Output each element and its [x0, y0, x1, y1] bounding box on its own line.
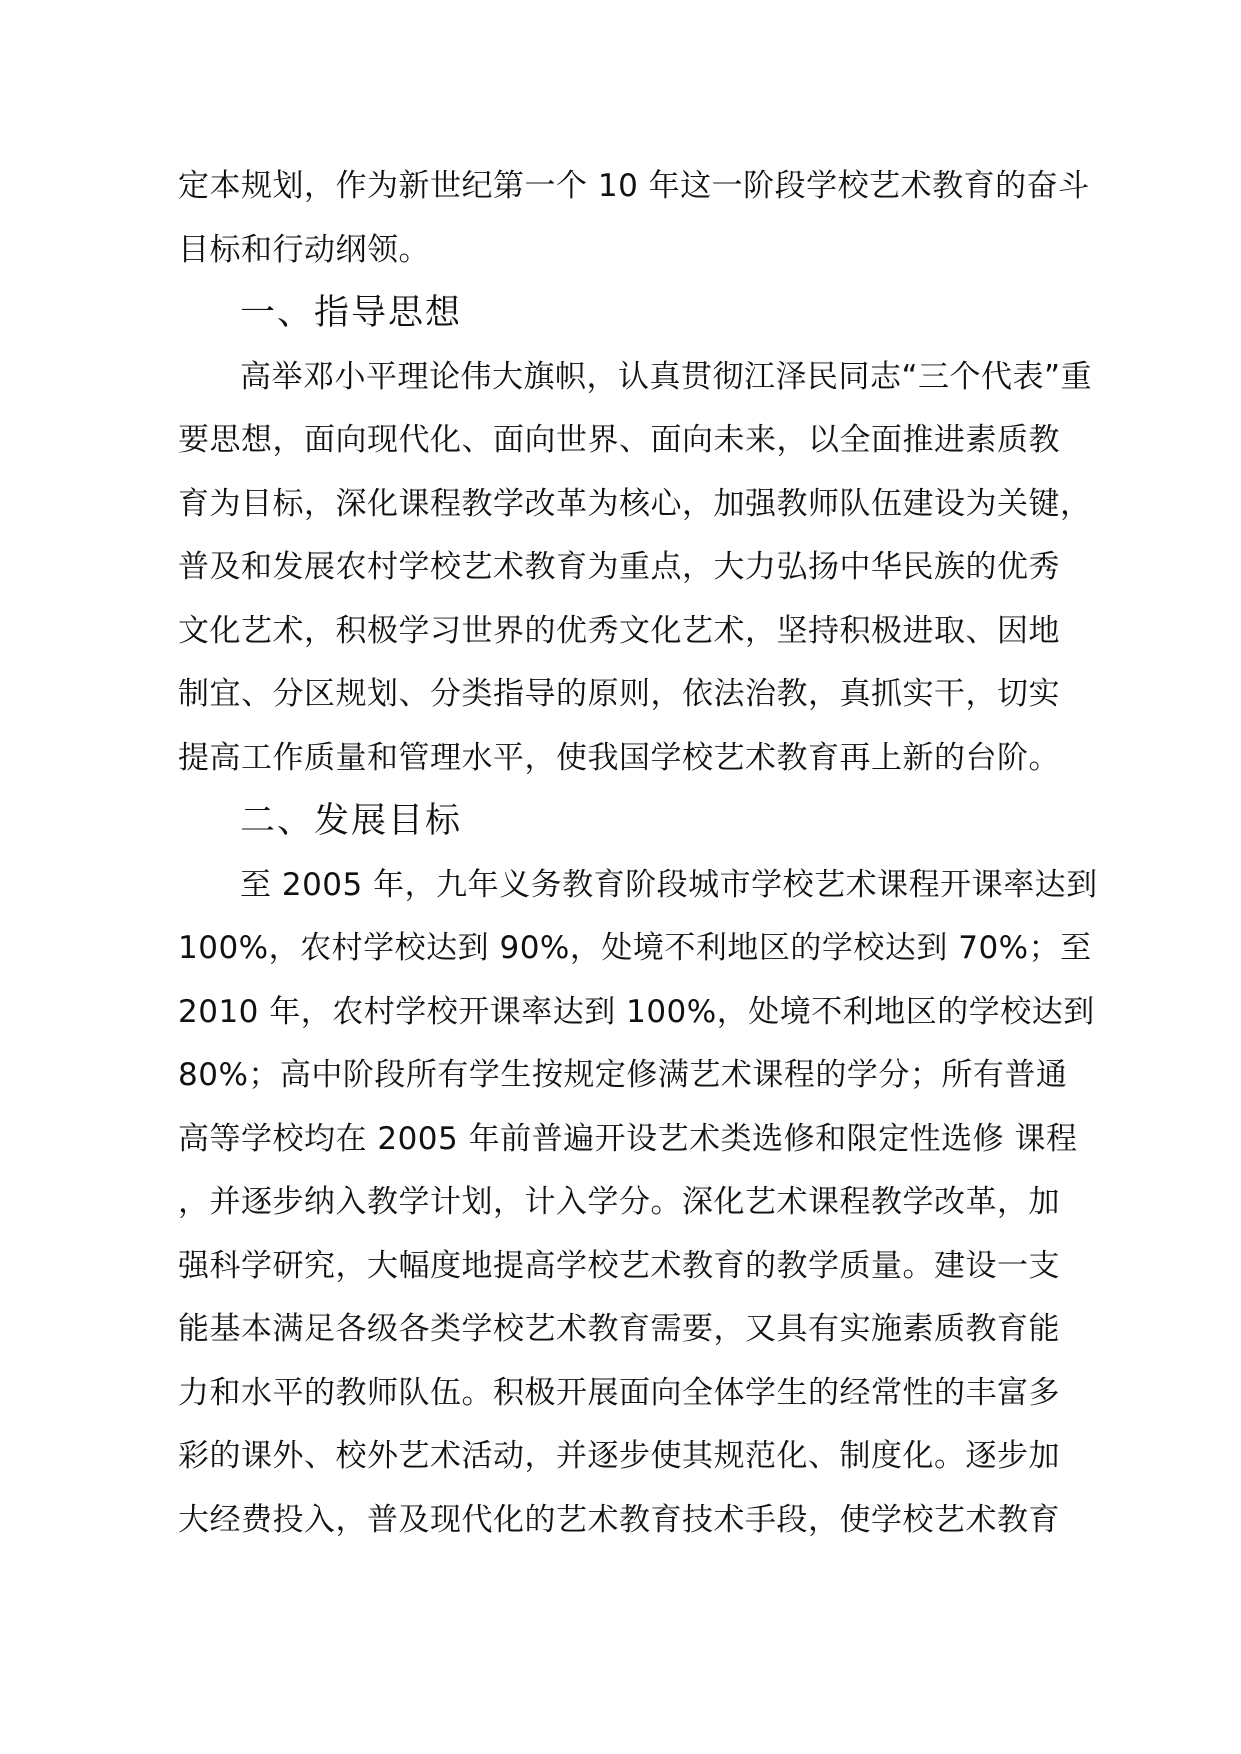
paragraph-line: 高举邓小平理论伟大旗帜，认真贯彻江泽民同志“三个代表”重	[240, 358, 1093, 395]
paragraph-line: 普及和发展农村学校艺术教育为重点，大力弘扬中华民族的优秀	[178, 549, 1060, 585]
paragraph-line: 目标和行动纲领。	[178, 231, 430, 268]
document-body	[178, 155, 1098, 1552]
paragraph-line: 强科学研究，大幅度地提高学校艺术教育的教学质量。建设一支	[178, 1247, 1060, 1284]
section-heading-development-goals: 二、发展目标	[240, 801, 463, 841]
paragraph-line: 定本规划，作为新世纪第一个 10 年这一阶段学校艺术教育的奋斗	[178, 168, 1090, 204]
paragraph-line: 至 2005 年，九年义务教育阶段城市学校艺术课程开课率达到	[240, 866, 1098, 903]
paragraph-line: 文化艺术，积极学习世界的优秀文化艺术，坚持积极进取、因地	[178, 612, 1060, 649]
paragraph-line: 育为目标，深化课程教学改革为核心，加强教师队伍建设为关键，	[178, 485, 1092, 522]
paragraph-line: 彩的课外、校外艺术活动，并逐步使其规范化、制度化。逐步加	[178, 1438, 1060, 1474]
paragraph-line: 100%，农村学校达到 90%，处境不利地区的学校达到 70%；至	[178, 930, 1092, 966]
paragraph-line: 力和水平的教师队伍。积极开展面向全体学生的经常性的丰富多	[178, 1374, 1060, 1411]
section-heading-guiding-ideology: 一、指导思想	[240, 293, 463, 333]
paragraph-line: 能基本满足各级各类学校艺术教育需要，又具有实施素质教育能	[178, 1311, 1060, 1347]
paragraph-line: ，并逐步纳入教学计划，计入学分。深化艺术课程教学改革，加	[178, 1184, 1060, 1220]
paragraph-line: 制宜、分区规划、分类指导的原则，依法治教，真抓实干，切实	[178, 676, 1060, 712]
paragraph-line: 2010 年，农村学校开课率达到 100%，处境不利地区的学校达到	[178, 993, 1095, 1030]
paragraph-line: 大经费投入，普及现代化的艺术教育技术手段，使学校艺术教育	[178, 1501, 1060, 1538]
paragraph-line: 80%；高中阶段所有学生按规定修满艺术课程的学分；所有普通	[178, 1057, 1068, 1093]
paragraph-line: 高等学校均在 2005 年前普遍开设艺术类选修和限定性选修 课程	[178, 1120, 1078, 1157]
paragraph-line: 提高工作质量和管理水平，使我国学校艺术教育再上新的台阶。	[178, 739, 1060, 776]
paragraph-line: 要思想，面向现代化、面向世界、面向未来，以全面推进素质教	[178, 422, 1060, 458]
